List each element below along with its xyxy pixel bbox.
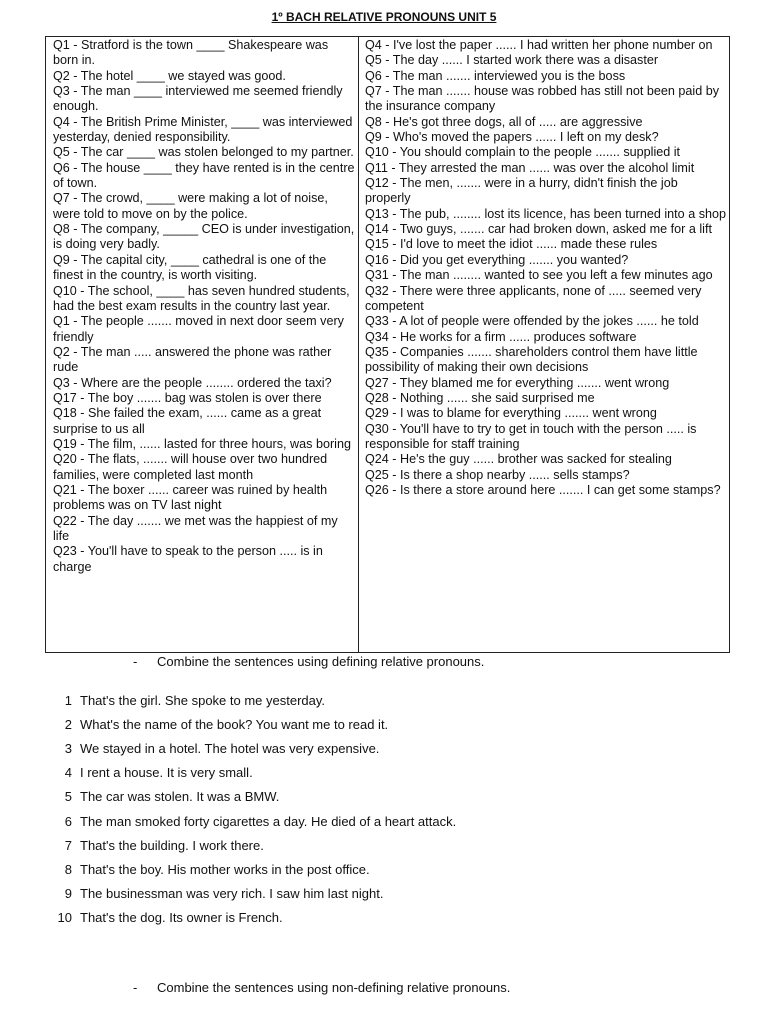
question-item: Q13 - The pub, ........ lost its licence, has been turned into a shop: [365, 206, 727, 221]
question-item: Q3 - The man ____ interviewed me seemed friendly enough.: [53, 84, 343, 114]
question-item: Q35 - Companies ....... shareholders control them have little possibility of making their own decisions: [365, 344, 698, 375]
question-item: Q21 - The boxer ...... career was ruined by health problems was on TV last night: [53, 482, 328, 513]
exercise-item: [52, 712, 456, 736]
question-item: Q17 - The boy ....... bag was stolen is over there: [53, 390, 322, 405]
question-item: Q18 - She failed the exam, ...... came as a great surprise to us all: [53, 406, 322, 436]
question-item: Q8 - He's got three dogs, all of ..... are aggressive: [365, 114, 643, 129]
question-item: Q16 - Did you get everything ....... you wanted?: [365, 252, 629, 267]
question-item: Q26 - Is there a store around here ....... I can get some stamps?: [365, 482, 721, 497]
question-item: Q5 - The car ____ was stolen belonged to my partner.: [53, 145, 354, 160]
question-item: Q8 - The company, _____ CEO is under investigation, is doing very badly.: [53, 222, 355, 252]
question-item: Q9 - Who's moved the papers ...... I left on my desk?: [365, 130, 659, 145]
question-item: Q3 - Where are the people ........ ordered the taxi?: [53, 375, 332, 390]
question-item: Q25 - Is there a shop nearby ...... sells stamps?: [365, 467, 630, 482]
exercise-item: [52, 736, 456, 760]
question-item: Q2 - The man ..... answered the phone was rather rude: [53, 344, 332, 375]
question-item: Q14 - Two guys, ....... car had broken down, asked me for a lift: [365, 222, 712, 237]
question-item: Q10 - You should complain to the people ....... supplied it: [365, 145, 681, 160]
exercise-number: 1: [64, 692, 72, 708]
question-item: Q31 - The man ........ wanted to see you left a few minutes ago: [365, 268, 713, 283]
exercise-text: That's the girl. She spoke to me yesterday.: [80, 692, 326, 708]
exercise-item: [52, 882, 456, 906]
exercise-item: [52, 761, 456, 785]
question-item: Q27 - They blamed me for everything ....... went wrong: [365, 375, 670, 390]
question-item: Q6 - The house ____ they have rented is in the centre of town.: [53, 160, 355, 191]
exercise-number: 10: [57, 910, 72, 926]
exercise-number: 7: [64, 837, 72, 853]
question-item: Q7 - The crowd, ____ were making a lot of noise, were told to move on by the police.: [53, 191, 328, 221]
question-item: Q2 - The hotel ____ we stayed was good.: [53, 68, 286, 83]
question-item: Q24 - He's the guy ...... brother was sacked for stealing: [365, 452, 672, 467]
exercise-item: [52, 833, 456, 857]
exercise-item: [52, 906, 456, 930]
exercise-text: The car was stolen. It was a BMW.: [80, 789, 280, 805]
exercise-number: 5: [64, 789, 72, 805]
exercise-text: We stayed in a hotel. The hotel was very expensive.: [80, 740, 380, 756]
instruction-non-defining: [133, 980, 510, 995]
question-item: Q33 - A lot of people were offended by the jokes ...... he told: [365, 314, 699, 329]
questions-right-column: [359, 37, 729, 652]
question-item: Q28 - Nothing ...... she said surprised me: [365, 390, 595, 405]
question-item: Q6 - The man ....... interviewed you is the boss: [365, 68, 626, 83]
exercise-number: 9: [64, 886, 72, 902]
question-item: Q12 - The men, ....... were in a hurry, didn't finish the job properly: [365, 176, 678, 206]
exercise-item: [52, 857, 456, 881]
exercise-text: What's the name of the book? You want me to read it.: [80, 716, 389, 732]
questions-table: [45, 36, 730, 653]
question-item: Q1 - Stratford is the town ____ Shakespeare was born in.: [53, 38, 329, 68]
question-item: Q5 - The day ...... I started work there was a disaster: [365, 53, 659, 68]
question-item: Q22 - The day ....... we met was the happiest of my life: [53, 513, 338, 543]
exercise-item: [52, 809, 456, 833]
exercise-number: 8: [64, 861, 72, 877]
exercise-text: That's the dog. Its owner is French.: [80, 910, 283, 926]
worksheet-title: 1º BACH RELATIVE PRONOUNS UNIT 5: [271, 10, 497, 24]
question-item: Q10 - The school, ____ has seven hundred students, had the best exam results in the country last year.: [53, 283, 350, 313]
question-item: Q4 - I've lost the paper ...... I had written her phone number on: [365, 38, 713, 52]
question-item: Q4 - The British Prime Minister, ____ was interviewed yesterday, denied responsibility.: [53, 114, 353, 145]
question-item: Q29 - I was to blame for everything ....... went wrong: [365, 406, 657, 421]
question-item: Q15 - I'd love to meet the idiot ...... made these rules: [365, 237, 658, 252]
question-item: Q32 - There were three applicants, none of ..... seemed very competent: [365, 283, 702, 313]
question-item: Q19 - The film, ...... lasted for three hours, was boring: [53, 436, 351, 451]
question-item: Q9 - The capital city, ____ cathedral is one of the finest in the country, is worth visiting.: [53, 252, 327, 283]
question-item: Q30 - You'll have to try to get in touch with the person ..... is responsible for staff training: [365, 421, 697, 451]
instruction-bullet: -: [133, 654, 138, 669]
exercise-number: 6: [64, 813, 72, 829]
instruction-text: Combine the sentences using non-defining relative pronouns.: [157, 980, 511, 995]
instruction-text: Combine the sentences using defining relative pronouns.: [157, 654, 485, 669]
question-item: Q7 - The man ....... house was robbed has still not been paid by the insurance company: [365, 84, 719, 114]
instruction-defining: [133, 654, 484, 669]
exercise-list: [52, 688, 456, 930]
exercise-text: The man smoked forty cigarettes a day. He died of a heart attack.: [80, 813, 457, 829]
question-item: Q11 - They arrested the man ...... was over the alcohol limit: [365, 160, 695, 175]
exercise-number: 3: [64, 740, 72, 756]
instruction-bullet: -: [133, 980, 138, 995]
exercise-number: 4: [64, 765, 72, 781]
question-item: Q1 - The people ....... moved in next door seem very friendly: [53, 314, 344, 344]
questions-left-column: [46, 37, 359, 652]
exercise-text: That's the building. I work there.: [80, 837, 264, 853]
exercise-text: I rent a house. It is very small.: [80, 765, 253, 781]
question-item: Q23 - You'll have to speak to the person ..... is in charge: [53, 544, 323, 574]
exercise-number: 2: [64, 716, 72, 732]
question-item: Q34 - He works for a firm ...... produces software: [365, 329, 637, 344]
exercise-text: That's the boy. His mother works in the post office.: [80, 861, 370, 877]
exercise-text: The businessman was very rich. I saw him last night.: [80, 886, 384, 902]
exercise-item: [52, 688, 456, 712]
question-item: Q20 - The flats, ....... will house over two hundred families, were completed last month: [53, 452, 328, 482]
exercise-item: [52, 785, 456, 809]
